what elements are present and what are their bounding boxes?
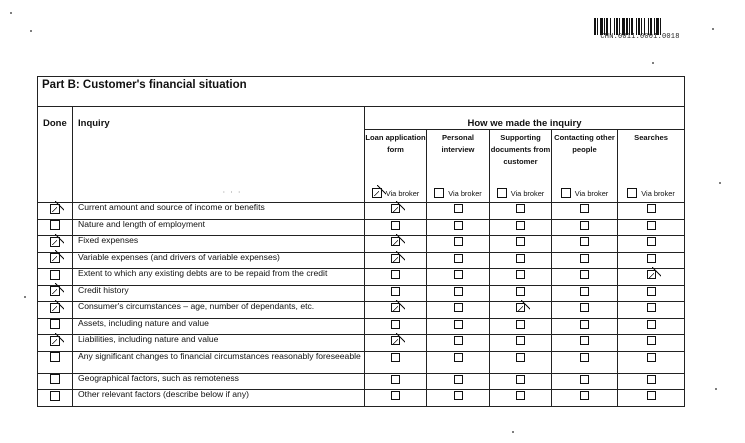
method-checkbox[interactable] bbox=[516, 270, 525, 279]
inquiry-label: Other relevant factors (describe below if any) bbox=[73, 390, 365, 407]
method-cell bbox=[618, 302, 685, 319]
method-cell bbox=[490, 351, 552, 373]
method-cell bbox=[552, 318, 618, 335]
inquiry-row bbox=[38, 285, 685, 302]
method-checkbox[interactable] bbox=[580, 303, 589, 312]
inquiry-label: Current amount and source of income or benefits bbox=[73, 203, 365, 220]
method-cell bbox=[618, 351, 685, 373]
method-cell bbox=[365, 252, 427, 269]
method-cell bbox=[490, 302, 552, 319]
method-cell bbox=[365, 236, 427, 253]
done-checkbox[interactable] bbox=[50, 253, 60, 263]
method-cell bbox=[427, 252, 490, 269]
method-checkbox[interactable] bbox=[391, 237, 400, 246]
method-checkbox[interactable] bbox=[580, 391, 589, 400]
method-cell bbox=[618, 390, 685, 407]
scan-speck bbox=[715, 388, 717, 390]
method-cell bbox=[427, 318, 490, 335]
method-cell bbox=[618, 203, 685, 220]
method-cell bbox=[365, 351, 427, 373]
via-broker-checkbox[interactable] bbox=[561, 188, 571, 198]
method-cell bbox=[490, 203, 552, 220]
method-checkbox[interactable] bbox=[516, 391, 525, 400]
method-cell bbox=[365, 335, 427, 352]
method-cell bbox=[490, 252, 552, 269]
done-checkbox[interactable] bbox=[50, 220, 60, 230]
method-cell bbox=[365, 390, 427, 407]
method-checkbox[interactable] bbox=[580, 270, 589, 279]
method-checkbox[interactable] bbox=[454, 204, 463, 213]
method-cell bbox=[552, 335, 618, 352]
via-broker-checkbox[interactable] bbox=[372, 188, 382, 198]
method-checkbox[interactable] bbox=[516, 320, 525, 329]
inquiry-label: Nature and length of employment bbox=[73, 219, 365, 236]
method-checkbox[interactable] bbox=[580, 254, 589, 263]
method-cell bbox=[490, 236, 552, 253]
method-checkbox[interactable] bbox=[454, 237, 463, 246]
method-cell bbox=[365, 373, 427, 390]
scan-speck bbox=[10, 12, 12, 14]
method-cell bbox=[490, 335, 552, 352]
column-header-done: Done bbox=[38, 107, 73, 203]
done-checkbox[interactable] bbox=[50, 303, 60, 313]
method-cell bbox=[618, 219, 685, 236]
done-cell bbox=[38, 390, 73, 407]
method-checkbox[interactable] bbox=[647, 303, 656, 312]
method-cell bbox=[365, 302, 427, 319]
done-checkbox[interactable] bbox=[50, 391, 60, 401]
method-cell bbox=[552, 351, 618, 373]
method-checkbox[interactable] bbox=[454, 303, 463, 312]
method-header: Contacting other people bbox=[552, 130, 618, 179]
inquiry-label: Geographical factors, such as remoteness bbox=[73, 373, 365, 390]
done-cell bbox=[38, 373, 73, 390]
via-broker-cell bbox=[552, 178, 618, 203]
method-checkbox[interactable] bbox=[580, 336, 589, 345]
method-checkbox[interactable] bbox=[580, 320, 589, 329]
method-cell bbox=[552, 373, 618, 390]
method-cell bbox=[427, 390, 490, 407]
inquiry-row bbox=[38, 252, 685, 269]
method-checkbox[interactable] bbox=[391, 353, 400, 362]
via-broker-label: Via broker bbox=[448, 188, 482, 198]
method-checkbox[interactable] bbox=[516, 303, 525, 312]
method-checkbox[interactable] bbox=[516, 336, 525, 345]
method-checkbox[interactable] bbox=[516, 353, 525, 362]
method-checkbox[interactable] bbox=[580, 375, 589, 384]
done-cell bbox=[38, 302, 73, 319]
done-checkbox[interactable] bbox=[50, 270, 60, 280]
method-cell bbox=[618, 318, 685, 335]
method-header: Personal interview bbox=[427, 130, 490, 179]
method-cell bbox=[365, 318, 427, 335]
inquiry-row bbox=[38, 373, 685, 390]
method-cell bbox=[552, 252, 618, 269]
scan-speck bbox=[30, 30, 32, 32]
via-broker-checkbox[interactable] bbox=[497, 188, 507, 198]
inquiry-row bbox=[38, 335, 685, 352]
document-id: CHN.0011.0001.0018 bbox=[600, 33, 680, 41]
inquiry-row bbox=[38, 219, 685, 236]
method-cell bbox=[365, 285, 427, 302]
method-checkbox[interactable] bbox=[454, 353, 463, 362]
method-checkbox[interactable] bbox=[647, 287, 656, 296]
done-checkbox[interactable] bbox=[50, 352, 60, 362]
via-broker-label: Via broker bbox=[574, 188, 609, 198]
method-checkbox[interactable] bbox=[454, 391, 463, 400]
via-broker-checkbox[interactable] bbox=[627, 188, 637, 198]
scan-speck bbox=[719, 182, 721, 184]
method-header: Loan application form bbox=[365, 130, 427, 179]
method-checkbox[interactable] bbox=[391, 287, 400, 296]
via-broker-cell bbox=[490, 178, 552, 203]
method-cell bbox=[490, 318, 552, 335]
method-checkbox[interactable] bbox=[647, 204, 656, 213]
method-cell bbox=[490, 390, 552, 407]
method-checkbox[interactable] bbox=[647, 336, 656, 345]
method-checkbox[interactable] bbox=[580, 353, 589, 362]
inquiry-label: Fixed expenses bbox=[73, 236, 365, 253]
done-checkbox[interactable] bbox=[50, 336, 60, 346]
method-checkbox[interactable] bbox=[647, 353, 656, 362]
method-checkbox[interactable] bbox=[454, 336, 463, 345]
done-cell bbox=[38, 252, 73, 269]
scan-speck bbox=[512, 431, 514, 433]
method-header: Supporting documents from customer bbox=[490, 130, 552, 179]
method-cell bbox=[427, 335, 490, 352]
method-checkbox[interactable] bbox=[647, 320, 656, 329]
done-cell bbox=[38, 203, 73, 220]
method-checkbox[interactable] bbox=[516, 375, 525, 384]
method-checkbox[interactable] bbox=[580, 237, 589, 246]
method-checkbox[interactable] bbox=[580, 221, 589, 230]
inquiry-row bbox=[38, 269, 685, 286]
via-broker-label: Via broker bbox=[510, 188, 545, 198]
method-checkbox[interactable] bbox=[516, 254, 525, 263]
method-cell bbox=[427, 285, 490, 302]
method-header: Searches bbox=[618, 130, 685, 179]
method-cell bbox=[365, 269, 427, 286]
done-checkbox[interactable] bbox=[50, 374, 60, 384]
method-checkbox[interactable] bbox=[647, 391, 656, 400]
done-checkbox[interactable] bbox=[50, 204, 60, 214]
inquiry-label: Assets, including nature and value bbox=[73, 318, 365, 335]
method-cell bbox=[365, 203, 427, 220]
method-checkbox[interactable] bbox=[454, 254, 463, 263]
method-checkbox[interactable] bbox=[647, 254, 656, 263]
inquiry-label: Variable expenses (and drivers of variable expenses) bbox=[73, 252, 365, 269]
method-cell bbox=[490, 269, 552, 286]
method-cell bbox=[552, 269, 618, 286]
via-broker-cell bbox=[618, 178, 685, 203]
part-title: Part B: Customer's financial situation bbox=[38, 77, 685, 107]
via-broker-label: Via broker bbox=[641, 188, 675, 198]
method-cell bbox=[490, 373, 552, 390]
via-broker-checkbox[interactable] bbox=[434, 188, 444, 198]
method-checkbox[interactable] bbox=[391, 204, 400, 213]
method-cell bbox=[618, 373, 685, 390]
inquiry-row bbox=[38, 318, 685, 335]
inquiry-label: Liabilities, including nature and value bbox=[73, 335, 365, 352]
inquiry-row bbox=[38, 351, 685, 373]
method-cell bbox=[618, 236, 685, 253]
method-checkbox[interactable] bbox=[391, 336, 400, 345]
scan-speck bbox=[24, 296, 26, 298]
method-cell bbox=[427, 269, 490, 286]
method-cell bbox=[552, 390, 618, 407]
method-checkbox[interactable] bbox=[454, 287, 463, 296]
via-broker-label: Via broker bbox=[385, 188, 420, 198]
method-checkbox[interactable] bbox=[391, 221, 400, 230]
method-checkbox[interactable] bbox=[391, 375, 400, 384]
method-checkbox[interactable] bbox=[647, 221, 656, 230]
method-cell bbox=[427, 302, 490, 319]
via-broker-cell bbox=[365, 178, 427, 203]
method-cell bbox=[618, 285, 685, 302]
column-header-inquiry: Inquiry · · · bbox=[73, 107, 365, 203]
inquiry-label: Consumer's circumstances – age, number of dependants, etc. bbox=[73, 302, 365, 319]
method-checkbox[interactable] bbox=[391, 303, 400, 312]
method-checkbox[interactable] bbox=[454, 221, 463, 230]
method-cell bbox=[618, 335, 685, 352]
column-header-how-inquiry: How we made the inquiry bbox=[365, 107, 685, 130]
method-checkbox[interactable] bbox=[647, 270, 656, 279]
inquiry-label: Any significant changes to financial circumstances reasonably foreseeable bbox=[73, 351, 365, 373]
method-cell bbox=[618, 252, 685, 269]
done-checkbox[interactable] bbox=[50, 286, 60, 296]
method-checkbox[interactable] bbox=[516, 237, 525, 246]
method-checkbox[interactable] bbox=[516, 204, 525, 213]
inquiry-row bbox=[38, 390, 685, 407]
financial-situation-form bbox=[37, 76, 685, 407]
inquiry-row bbox=[38, 302, 685, 319]
method-cell bbox=[552, 302, 618, 319]
method-checkbox[interactable] bbox=[391, 391, 400, 400]
method-checkbox[interactable] bbox=[454, 320, 463, 329]
inquiry-label: Extent to which any existing debts are to be repaid from the credit bbox=[73, 269, 365, 286]
method-checkbox[interactable] bbox=[580, 204, 589, 213]
method-cell bbox=[365, 219, 427, 236]
method-checkbox[interactable] bbox=[647, 375, 656, 384]
method-cell bbox=[552, 285, 618, 302]
method-checkbox[interactable] bbox=[391, 270, 400, 279]
method-cell bbox=[618, 269, 685, 286]
inquiry-label: Credit history bbox=[73, 285, 365, 302]
method-cell bbox=[552, 236, 618, 253]
method-checkbox[interactable] bbox=[391, 254, 400, 263]
method-cell bbox=[552, 203, 618, 220]
scan-dots: · · · bbox=[223, 190, 243, 196]
method-cell bbox=[427, 351, 490, 373]
method-checkbox[interactable] bbox=[580, 287, 589, 296]
method-cell bbox=[490, 219, 552, 236]
method-checkbox[interactable] bbox=[454, 270, 463, 279]
method-checkbox[interactable] bbox=[516, 221, 525, 230]
done-checkbox[interactable] bbox=[50, 319, 60, 329]
done-cell bbox=[38, 351, 73, 373]
method-cell bbox=[427, 219, 490, 236]
method-checkbox[interactable] bbox=[647, 237, 656, 246]
method-checkbox[interactable] bbox=[454, 375, 463, 384]
done-cell bbox=[38, 335, 73, 352]
scan-speck bbox=[712, 28, 714, 30]
method-cell bbox=[427, 236, 490, 253]
method-checkbox[interactable] bbox=[516, 287, 525, 296]
scan-speck bbox=[652, 62, 654, 64]
method-cell bbox=[490, 285, 552, 302]
via-broker-cell bbox=[427, 178, 490, 203]
method-checkbox[interactable] bbox=[391, 320, 400, 329]
inquiry-row bbox=[38, 236, 685, 253]
method-cell bbox=[427, 373, 490, 390]
method-cell bbox=[427, 203, 490, 220]
inquiry-row bbox=[38, 203, 685, 220]
done-checkbox[interactable] bbox=[50, 237, 60, 247]
method-cell bbox=[552, 219, 618, 236]
